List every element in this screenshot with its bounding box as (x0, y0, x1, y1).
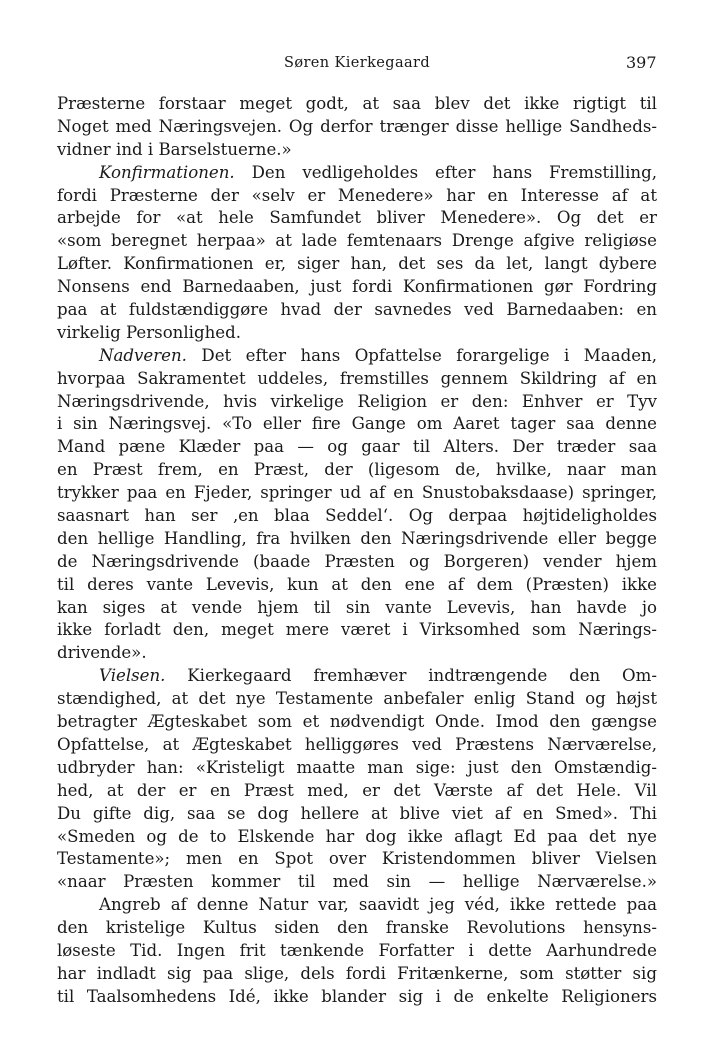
line-text: Den vedligeholdes efter hans Fremstilling, (234, 162, 657, 182)
text-line (57, 711, 657, 734)
line-text: den hellige Handling, fra hvilken den Næringsdrivende eller begge (57, 528, 657, 548)
line-text: Næringsdrivende, hvis virkelige Religion er den: Enhver er Tyv (57, 391, 657, 411)
line-text: til Taalsomhedens Idé, ikke blander sig i de enkelte Religioners (57, 986, 657, 1006)
line-text: hvorpaa Sakramentet uddeles, fremstilles gennem Skildring af en (57, 368, 657, 388)
text-line (57, 276, 657, 299)
line-text: løseste Tid. Ingen frit tænkende Forfatter i dette Aarhundrede (57, 940, 657, 960)
line-text: hed, at der er en Præst med, er det Værste af det Hele. Vil (57, 780, 657, 800)
line-text: Præsterne forstaar meget godt, at saa blev det ikke rigtigt til (57, 94, 657, 113)
running-head: Søren Kierkegaard (284, 55, 431, 71)
text-line (57, 848, 657, 871)
text-line (57, 436, 657, 459)
text-line (57, 757, 657, 780)
text-line (57, 780, 657, 803)
text-line (57, 803, 657, 826)
text-line (57, 665, 657, 688)
line-text: Mand pæne Klæder paa — og gaar til Alters. Der træder saa (57, 437, 657, 457)
text-line (57, 963, 657, 986)
section-heading-italic: Nadveren. (99, 345, 187, 365)
line-text: Nonsens end Barnedaaben, just fordi Konfirmationen gør Fordring (57, 277, 657, 297)
line-text: betragter Ægteskabet som et nødvendigt Onde. Imod den gængse (57, 712, 657, 732)
line-text: har indladt sig paa slige, dels fordi Fritænkerne, som støtter sig (57, 963, 657, 983)
text-line (57, 93, 657, 116)
text-line (57, 551, 657, 574)
text-line (57, 368, 657, 391)
line-text: i sin Næringsvej. «To eller fire Gange om Aaret tager saa denne (57, 414, 657, 434)
line-text: de Næringsdrivende (baade Præsten og Borgeren) vender hjem (57, 551, 657, 571)
section-heading-italic: Konfirmationen. (99, 162, 235, 182)
text-line (57, 413, 657, 436)
text-line (57, 482, 657, 505)
text-line (57, 940, 657, 963)
text-line (57, 826, 657, 849)
line-text: den kristelige Kultus siden den franske Revolutions hensyns- (57, 918, 657, 938)
text-line (57, 299, 657, 322)
line-text: arbejde for «at hele Samfundet bliver Menedere». Og det er (57, 208, 657, 228)
text-line (57, 162, 657, 185)
line-text: Testamente»; men en Spot over Kristendommen bliver Vielsen (57, 849, 657, 869)
line-text: Opfattelse, at Ægteskabet helliggøres ved Præstens Nærværelse, (57, 734, 657, 754)
line-text: Angreb af denne Natur var, saavidt jeg véd, ikke rettede paa (99, 895, 657, 915)
text-line (57, 322, 657, 345)
line-text: kan siges at vende hjem til sin vante Levevis, han havde jo (57, 597, 657, 617)
text-line (57, 253, 657, 276)
line-text: Du gifte dig, saa se dog hellere at blive viet af en Smed». Thi (57, 803, 657, 823)
text-line (57, 345, 657, 368)
text-line (57, 185, 657, 208)
text-line (57, 734, 657, 757)
text-line (57, 505, 657, 528)
text-line (57, 207, 657, 230)
line-text: paa at fuldstændiggøre hvad der savnedes ved Barnedaaben: en (57, 300, 657, 320)
line-text: saasnart han ser ‚en blaa Seddel‘. Og derpaa højtideligholdes (57, 506, 657, 526)
line-text: ikke forladt den, meget mere været i Virksomhed som Nærings- (57, 620, 657, 640)
text-line (57, 619, 657, 642)
line-text: Noget med Næringsvejen. Og derfor trænger disse hellige Sandheds- (57, 116, 657, 136)
line-text: til deres vante Levevis, kun at den ene af dem (Præsten) ikke (57, 574, 657, 594)
text-line (57, 574, 657, 597)
body-text (57, 93, 657, 1009)
line-text: Kierkegaard fremhæver indtrængende den Om- (165, 666, 657, 686)
text-line (57, 642, 657, 665)
text-line (57, 116, 657, 139)
text-line (57, 894, 657, 917)
line-text: «som beregnet herpaa» at lade femtenaars Drenge afgive religiøse (57, 231, 657, 251)
text-line (57, 391, 657, 414)
text-line (57, 139, 657, 162)
line-text: en Præst frem, en Præst, der (ligesom de, hvilke, naar man (57, 460, 657, 480)
text-line (57, 871, 657, 894)
line-text: fordi Præsterne der «selv er Menedere» har en Interesse af at (57, 185, 657, 205)
line-text: virkelig Personlighed. (57, 322, 242, 342)
line-text: stændighed, at det nye Testamente anbefaler enlig Stand og højst (57, 689, 657, 709)
text-line (57, 528, 657, 551)
line-text: udbryder han: «Kristeligt maatte man sige: just den Omstændig- (57, 757, 657, 777)
text-line (57, 986, 657, 1009)
text-line (57, 688, 657, 711)
line-text: Løfter. Konfirmationen er, siger han, det ses da let, langt dybere (57, 254, 657, 274)
line-text: Det efter hans Opfattelse forargelige i Maaden, (186, 345, 657, 365)
text-line (57, 917, 657, 940)
page-number: 397 (626, 53, 657, 72)
line-text: trykker paa en Fjeder, springer ud af en Snustobaksdaase) springer, (57, 483, 657, 503)
text-line (57, 230, 657, 253)
line-text: «Smeden og de to Elskende har dog ikke aflagt Ed paa det nye (57, 826, 657, 846)
section-heading-italic: Vielsen. (99, 666, 166, 686)
line-text: vidner ind i Barselstuerne.» (57, 139, 292, 159)
text-line (57, 459, 657, 482)
line-text: drivende». (57, 643, 147, 663)
line-text: «naar Præsten kommer til med sin — hellige Nærværelse.» (57, 872, 657, 892)
text-line (57, 597, 657, 620)
